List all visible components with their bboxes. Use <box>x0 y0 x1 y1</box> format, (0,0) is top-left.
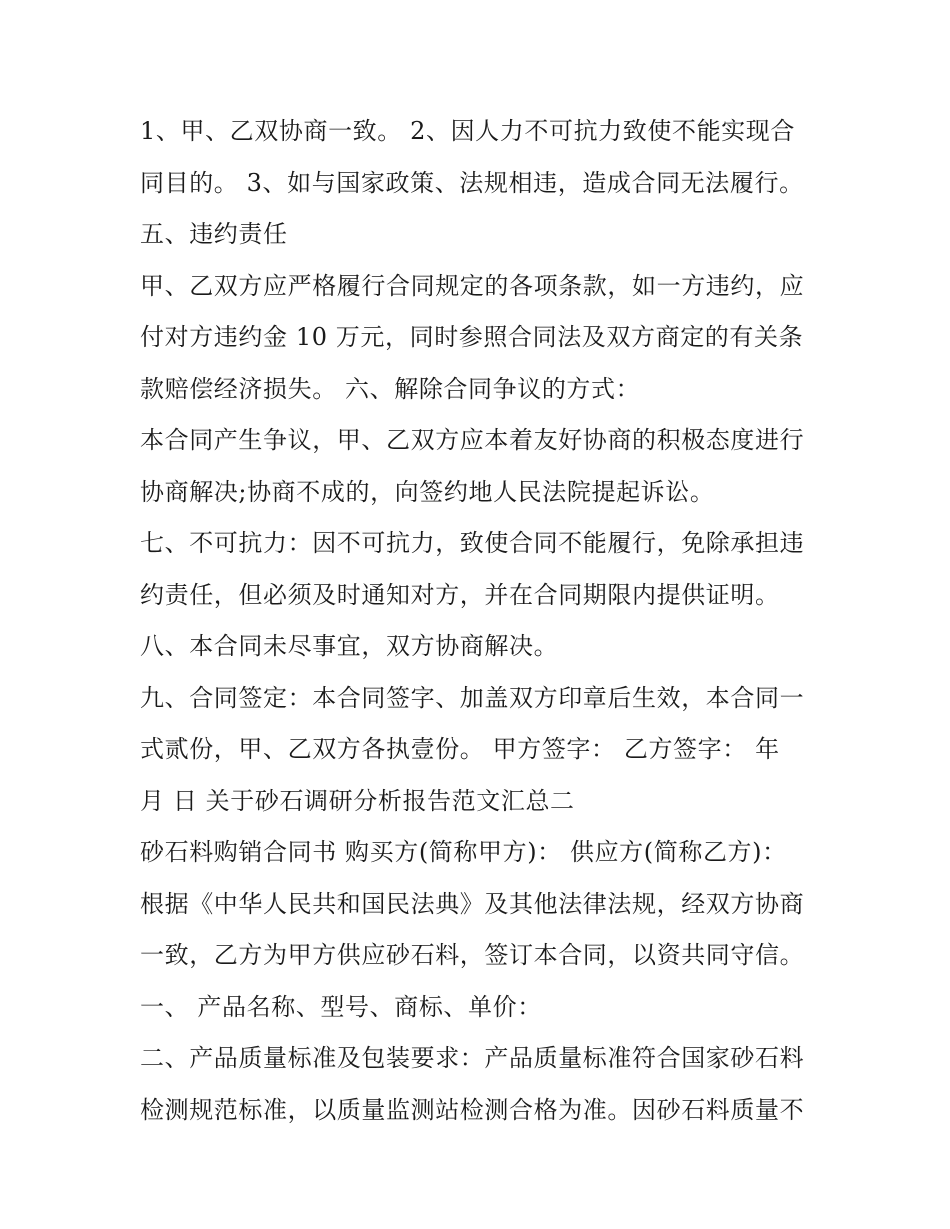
text-line: 式贰份，甲、乙双方各执壹份。 甲方签字： 乙方签字： 年 <box>140 735 780 763</box>
section-heading: 一、 产品名称、型号、商标、单价： <box>140 992 542 1021</box>
text-line: 九、合同签定：本合同签字、加盖双方印章后生效，本合同一 <box>140 683 805 712</box>
text-line: 月 日 关于砂石调研分析报告范文汇总二 <box>140 786 575 815</box>
text-line: 约责任，但必须及时通知对方，并在合同期限内提供证明。 <box>140 580 780 609</box>
text-line: 检测规范标准，以质量监测站检测合格为准。因砂石料质量不 <box>140 1095 805 1124</box>
text-line: 同目的。 3、如与国家政策、法规相违，造成合同无法履行。 <box>140 168 804 197</box>
text-line: 八、本合同未尽事宜，双方协商解决。 <box>140 632 559 660</box>
text-line: 七、不可抗力：因不可抗力，致使合同不能履行，免除承担违 <box>140 529 805 557</box>
section-heading: 五、违约责任 <box>140 220 288 248</box>
text-line: 砂石料购销合同书 购买方(简称甲方)： 供应方(简称乙方)： <box>140 838 787 866</box>
text-line: 1、甲、乙双协商一致。 2、因人力不可抗力致使不能实现合 <box>140 117 795 145</box>
text-line: 甲、乙双方应严格履行合同规定的各项条款，如一方违约，应 <box>140 271 805 300</box>
document-body <box>140 106 820 1136</box>
text-line: 根据《中华人民共和国民法典》及其他法律法规，经双方协商 <box>140 889 805 918</box>
text-line: 本合同产生争议，甲、乙双方应本着友好协商的积极态度进行 <box>140 426 805 454</box>
text-line: 款赔偿经济损失。 六、解除合同争议的方式： <box>140 374 641 403</box>
text-line: 付对方违约金 10 万元，同时参照合同法及双方商定的有关条 <box>140 323 804 351</box>
text-line: 一致，乙方为甲方供应砂石料，签订本合同，以资共同守信。 <box>140 941 805 969</box>
text-line: 协商解决;协商不成的，向签约地人民法院提起诉讼。 <box>140 477 715 506</box>
text-line: 二、产品质量标准及包装要求：产品质量标准符合国家砂石料 <box>140 1044 805 1072</box>
